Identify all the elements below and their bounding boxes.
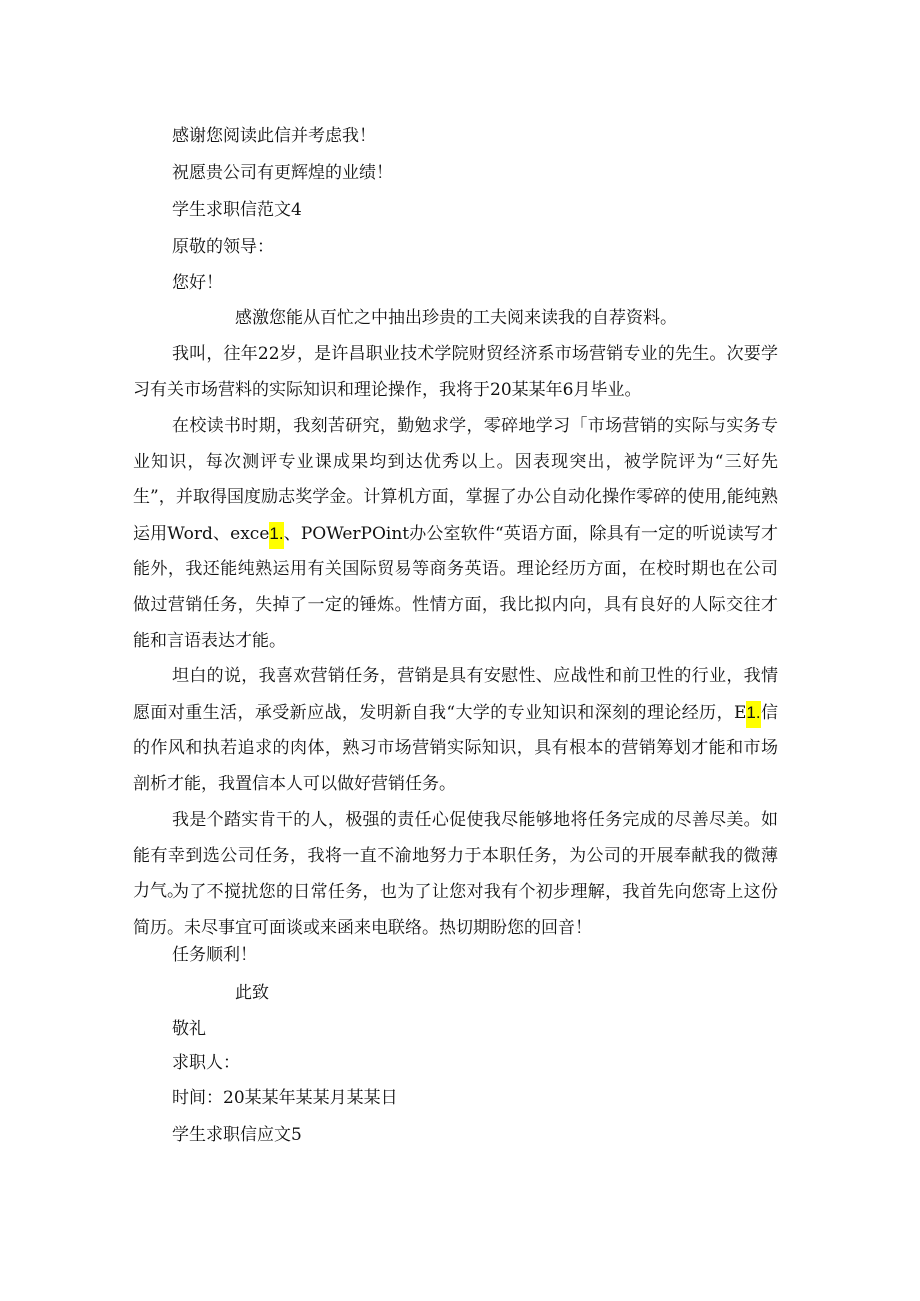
paragraph-education-text-b: 、POWerPOint办公室软件“英语方面，除具有一定的听说读写才能外，我还能纯熟运用有关国际贸易等商务英语。理论经历方面，在校时期也在公司做过营销任务，失掉了一定的锤炼。性情方面，我比拟内向，具有良好的人际交往才能和言语表达才能。 <box>133 523 778 651</box>
letter5-title: 学生求职信应文5 <box>172 1125 302 1145</box>
letter4-title: 学生求职信范文4 <box>172 200 302 220</box>
paragraph-education-text-a: 在校读书时期，我刻苦研究，勤勉求学，零碎地学习「市场营销的实际与实务专业知识，每次测评专业课成果均到达优秀以上。因表现突出，被学院评为“三好先生”，并取得国度励志奖学金。计算机方面，掌握了办公自动化操作零碎的使用,能纯熟运用Word、exce <box>133 416 778 544</box>
paragraph-motivation-text-a: 坦白的说，我喜欢营销任务，营销是具有安慰性、应战性和前卫性的行业，我情愿面对重生活，承受新应战，发明新自我“大学的专业知识和深刻的理论经历，E <box>133 666 778 723</box>
letter4-greeting: 您好！ <box>172 273 223 293</box>
wish-line: 祝愿贵公司有更辉煌的业绩！ <box>172 163 393 183</box>
date-line: 时间：20某某年某某月某某日 <box>172 1088 398 1108</box>
applicant-line: 求职人： <box>172 1053 240 1073</box>
letter4-wish: 任务顺利！ <box>172 945 257 965</box>
highlight-mark: 1. <box>746 701 760 728</box>
paragraph-motivation <box>133 659 778 802</box>
closing-jingli: 敬礼 <box>172 1019 206 1039</box>
paragraph-motivation-text-b: 信的作风和执若追求的肉体，熟习市场营销实际知识，具有根本的营销筹划才能和市场剖析才能，我置信本人可以做好营销任务。 <box>133 702 779 794</box>
letter4-opening: 感激您能从百忙之中抽出珍贵的工夫阅来读我的自荐资料。 <box>235 308 677 328</box>
letter4-salutation: 原敬的领导： <box>172 237 274 257</box>
paragraph-introduction: 我叫，往年22岁，是许昌职业技术学院财贸经济系市场营销专业的先生。次要学习有关市场营料的实际知识和理论操作，我将于20某某年6月毕业。 <box>133 344 778 400</box>
paragraph-education <box>133 409 778 659</box>
highlight-mark: 1. <box>269 522 283 549</box>
paragraph-commitment: 我是个踏实肯干的人，极强的责任心促使我尽能够地将任务完成的尽善尽美。如能有幸到选公司任务，我将一直不渝地努力于本职任务，为公司的开展奉献我的微薄力气。 <box>133 810 778 902</box>
closing-cizhi: 此致 <box>235 983 269 1003</box>
paragraph-closing-request: 为了不搅扰您的日常任务，也为了让您对我有个初步理解，我首先向您寄上这份简历。未尽事宜可面谈或来函来电联络。热切期盼您的回音！ <box>133 882 778 938</box>
thanks-line: 感谢您阅读此信并考虑我！ <box>172 126 376 146</box>
